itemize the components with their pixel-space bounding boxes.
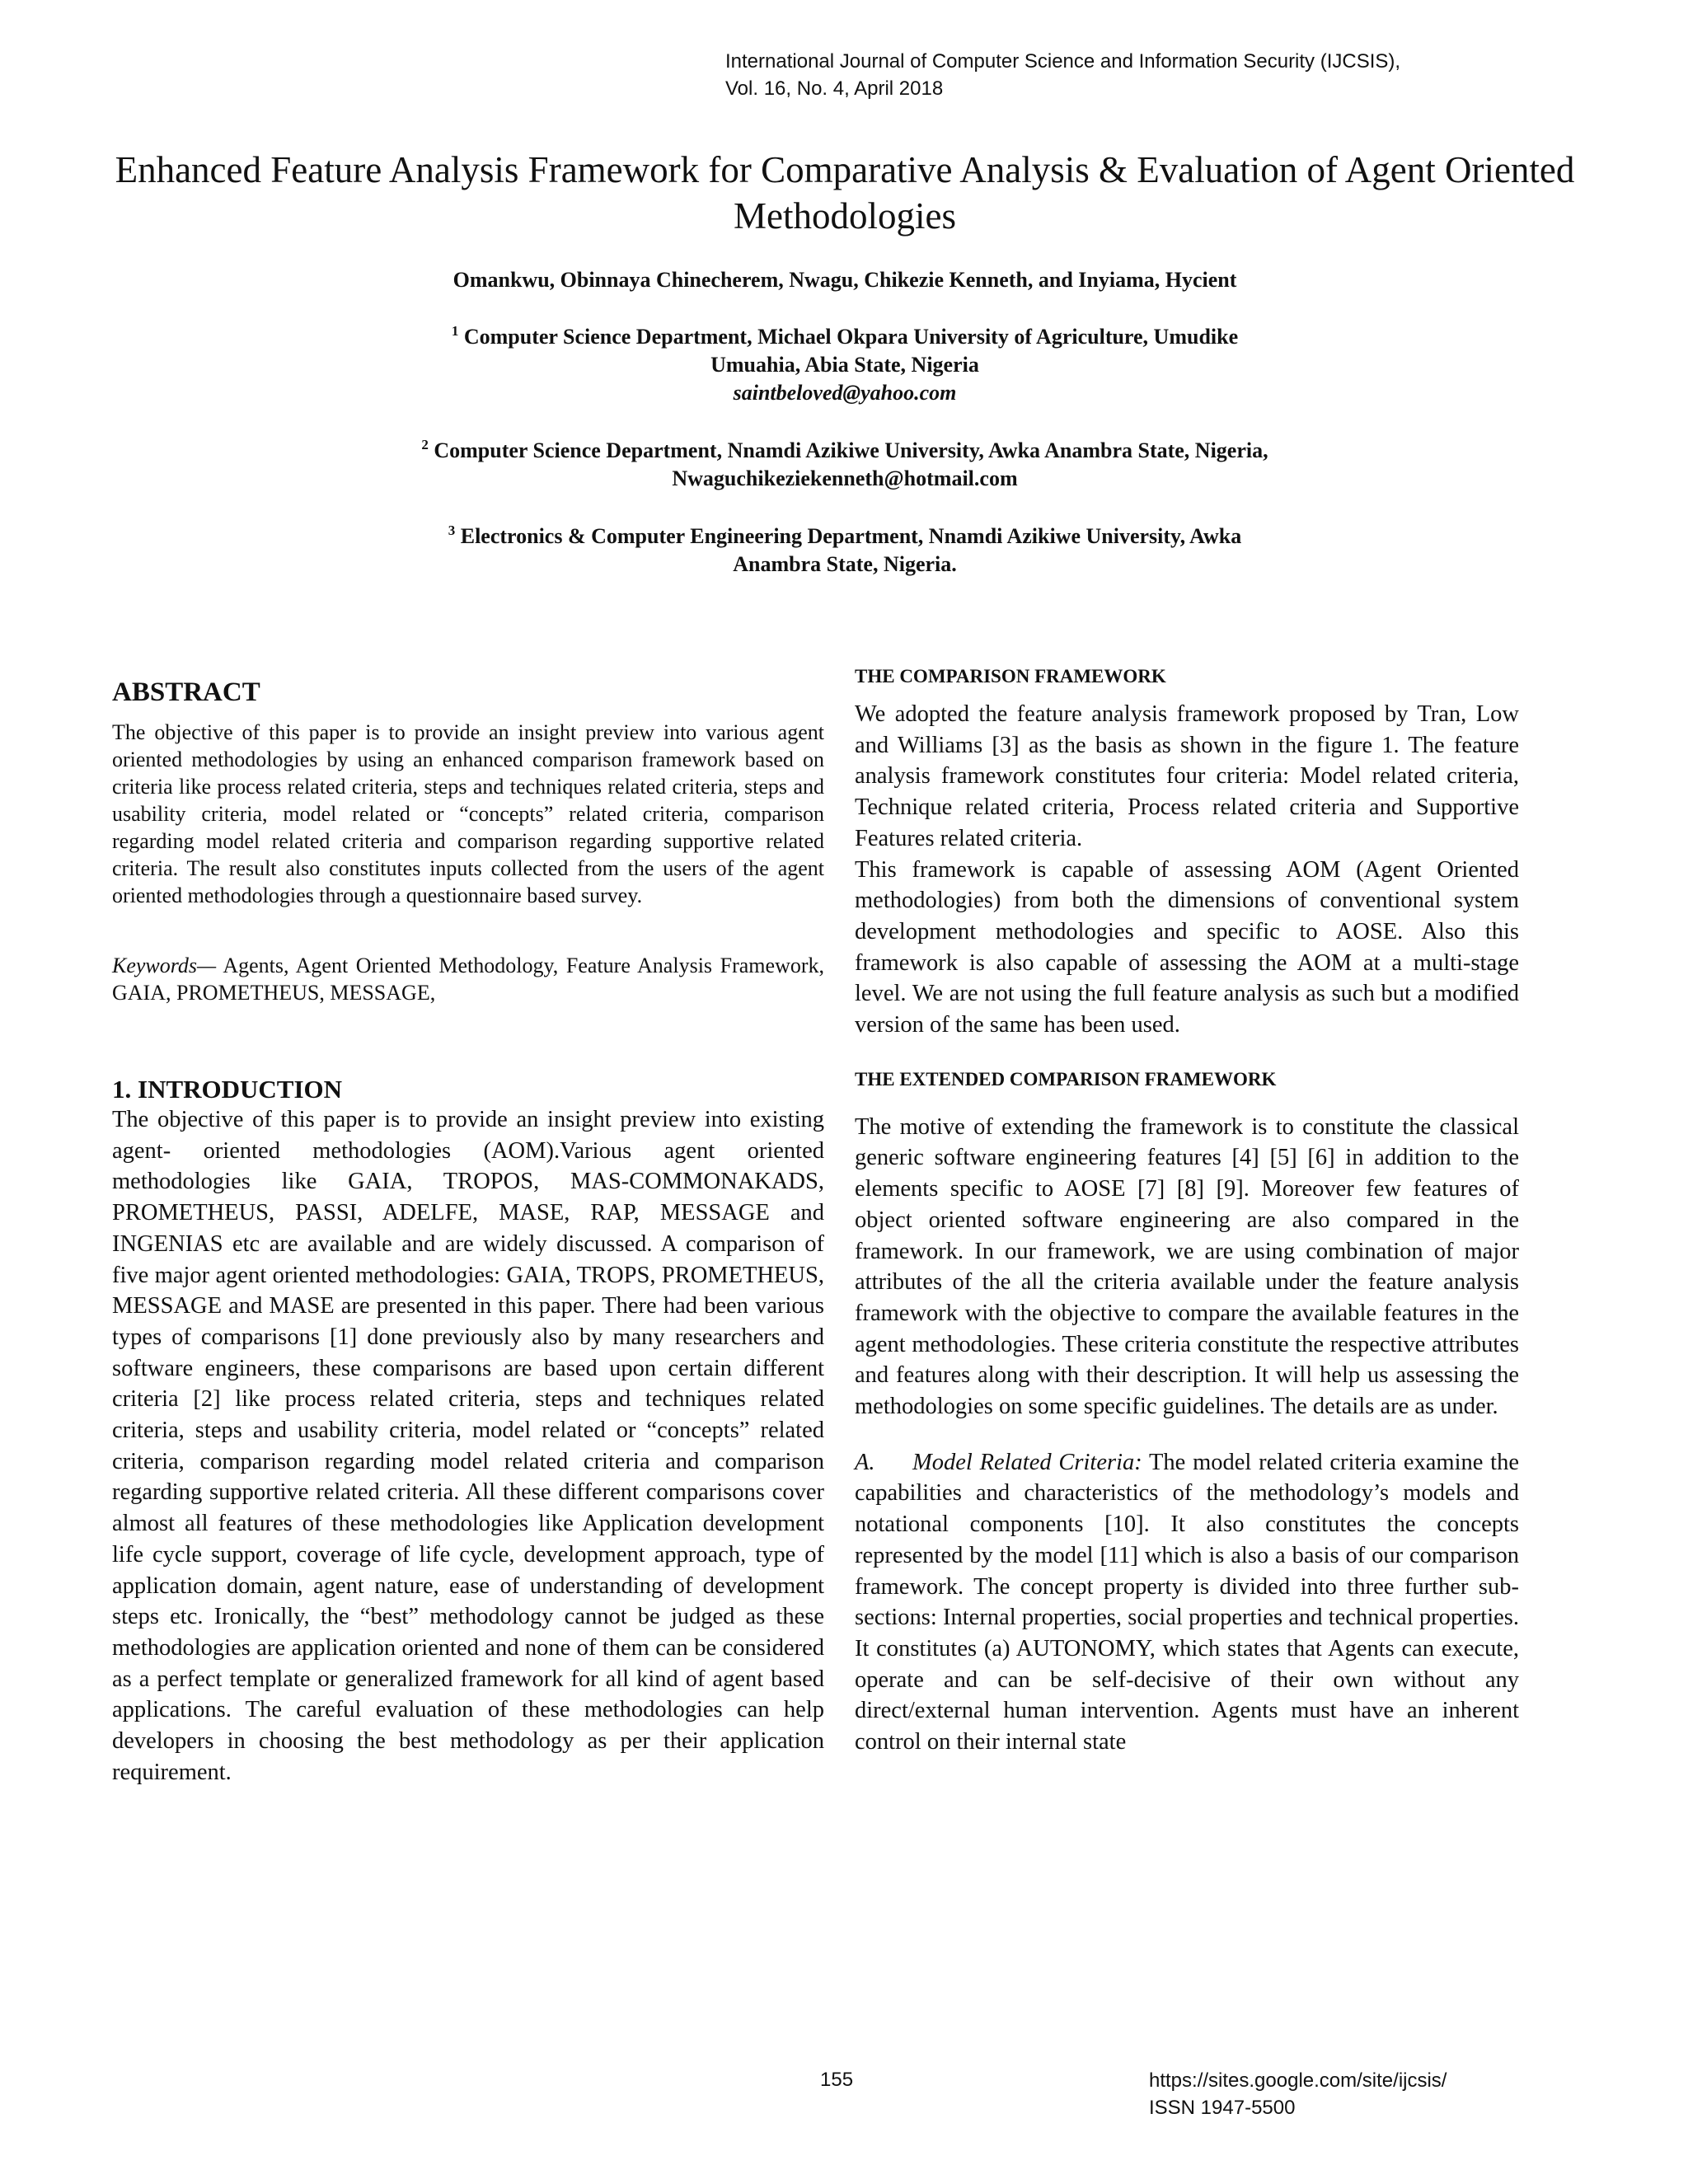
keywords-label: Keywords— <box>112 954 217 977</box>
comparison-framework-para-1: We adopted the feature analysis framework proposed by Tran, Low and Williams [3] as the basis as shown in the figure 1. The feature analysis framework constitutes four criteria: Model related criteria, Technique related criteria, Process related criteria and Supportive Features related criteria. <box>855 701 1519 851</box>
affiliation-3-number: 3 <box>448 523 456 538</box>
extended-framework-heading: THE EXTENDED COMPARISON FRAMEWORK <box>855 1068 1277 1090</box>
footer-issn: ISSN 1947-5500 <box>1149 2097 1296 2119</box>
keywords-text: Agents, Agent Oriented Methodology, Feature Analysis Framework, GAIA, PROMETHEUS, MESSAGE, <box>112 954 824 1005</box>
introduction-text: The objective of this paper is to provide an insight preview into existing agent- oriented methodologies (AOM).Various agent oriented methodologies like GAIA, TROPOS, MAS-COMMONAKADS, PROMETHEUS, PASSI, ADELFE, MASE, RAP, MESSAGE and INGENIAS etc are available and are widely discussed. A comparison of five major agent oriented methodologies: GAIA, TROPS, PROMETHEUS, MESSAGE and MASE are presented in this paper. There had been various types of comparisons [1] done previously also by many researchers and software engineers, these comparisons are based upon certain different criteria [2] like process related criteria, steps and techniques related criteria, steps and usability criteria, model related or “concepts” related criteria, comparison regarding model related criteria and comparison regarding supportive related criteria. All these different comparisons cover almost all features of these methodologies like Application development life cycle support, coverage of life cycle, development approach, type of application domain, agent nature, ease of understanding of development steps etc. Ironically, the “best” methodology cannot be judged as these methodologies are application oriented and none of them can be considered as a perfect template or generalized framework for all kind of agent based applications. The careful evaluation of these methodologies can help developers in choosing the best methodology as per their application requirement. <box>112 1107 824 1785</box>
affiliation-2 <box>132 437 1558 493</box>
affiliation-1 <box>132 323 1558 407</box>
authors: Omankwu, Obinnaya Chinecherem, Nwagu, Chikezie Kenneth, and Inyiama, Hycient <box>452 268 1237 292</box>
affiliation-3-line1: Electronics & Computer Engineering Department, Nnamdi Azikiwe University, Awka <box>460 524 1242 548</box>
affiliation-3-line2: Anambra State, Nigeria. <box>733 552 957 576</box>
footer-info <box>1149 2067 1447 2121</box>
criteria-text: The model related criteria examine the capabilities and characteristics of the methodology’s models and notational components [10]. It also constitutes the concepts represented by the model [11] which is also a basis of our comparison framework. The concept property is divided into three further sub-sections: Internal properties, social properties and technical properties. It constitutes (a) AUTONOMY, which states that Agents can execute, operate and can be self-decisive of their own without any direct/external human intervention. Agents must have an inherent control on their internal state <box>855 1449 1519 1755</box>
right-column <box>855 664 1519 1758</box>
left-column <box>112 676 824 1788</box>
criteria-letter: A. <box>855 1449 875 1475</box>
introduction-heading: 1. INTRODUCTION <box>112 1075 343 1104</box>
comparison-framework-para-2: This framework is capable of assessing AOM (Agent Oriented methodologies) from both the dimensions of conventional system development methodologies and specific to AOSE. Also this framework is also capable of assessing the AOM at a multi-stage level. We are not using the full feature analysis as such but a modified version of the same has been used. <box>855 856 1519 1038</box>
affiliation-1-number: 1 <box>451 323 459 339</box>
comparison-framework-heading: THE COMPARISON FRAMEWORK <box>855 666 1166 687</box>
affiliation-2-line1: Computer Science Department, Nnamdi Azikiwe University, Awka Anambra State, Nigeria, <box>434 438 1268 462</box>
model-related-criteria-para <box>855 1447 1519 1758</box>
paper-title: Enhanced Feature Analysis Framework for Comparative Analysis & Evaluation of Agent Oriented Methodologies <box>115 149 1575 237</box>
journal-volume: Vol. 16, No. 4, April 2018 <box>725 77 944 100</box>
affiliation-2-number: 2 <box>421 437 429 452</box>
journal-header <box>725 48 1550 102</box>
author-list <box>132 266 1558 294</box>
journal-name: International Journal of Computer Science and Information Security (IJCSIS), <box>725 50 1401 73</box>
affiliation-1-line2: Umuahia, Abia State, Nigeria <box>710 353 979 377</box>
affiliation-1-line1: Computer Science Department, Michael Okpara University of Agriculture, Umudike <box>463 325 1239 349</box>
keywords <box>112 952 824 1006</box>
footer-url[interactable]: https://sites.google.com/site/ijcsis/ <box>1149 2069 1447 2092</box>
affiliation-1-email[interactable]: saintbeloved@yahoo.com <box>733 381 957 405</box>
affiliation-3 <box>132 523 1558 579</box>
abstract-heading: ABSTRACT <box>112 677 260 707</box>
page-number: 155 <box>820 2069 854 2091</box>
extended-framework-para-1: The motive of extending the framework is to constitute the classical generic software engineering features [4] [5] [6] in addition to the elements specific to AOSE [7] [8] [9]. Moreover few features of object oriented software engineering are also compared in the framework. In our framework, we are using combination of major attributes of the all the criteria available under the feature analysis framework with the objective to compare the available features in the agent methodologies. These criteria constitute the respective attributes and features along with their description. It will help us assessing the methodologies on some specific guidelines. The details are as under. <box>855 1113 1519 1420</box>
abstract-text: The objective of this paper is to provide an insight preview into various agent oriented methodologies by using an enhanced comparison framework based on criteria like process related criteria, steps and techniques related criteria, steps and usability criteria, model related or “concepts” related criteria, comparison regarding model related criteria and comparison regarding supportive related criteria. The result also constitutes inputs collected from the users of the agent oriented methodologies through a questionnaire based survey. <box>112 720 824 907</box>
criteria-label: Model Related Criteria: <box>912 1449 1142 1475</box>
affiliation-2-email[interactable]: Nwaguchikeziekenneth@hotmail.com <box>672 466 1018 490</box>
